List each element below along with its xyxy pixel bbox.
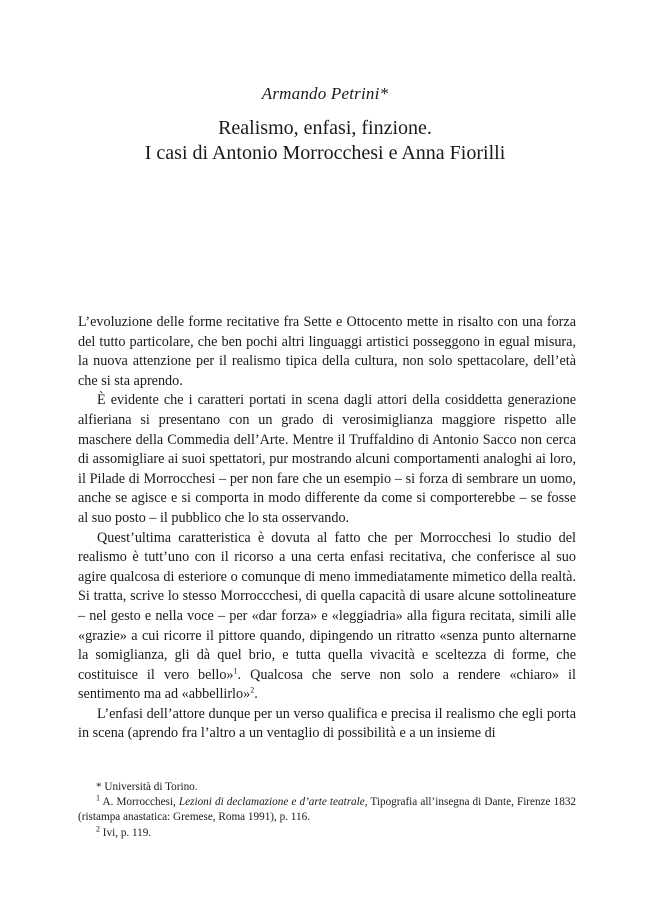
title-line-1: Realismo, enfasi, finzione. <box>218 117 432 139</box>
footnote-1-text-a: A. Morrocchesi, <box>100 796 179 809</box>
paragraph-3-text-c: . <box>254 686 258 703</box>
title-line-2: I casi di Antonio Morrocchesi e Anna Fiorilli <box>144 142 506 164</box>
footnotes <box>78 780 576 841</box>
paragraph-4: L’enfasi dell’attore dunque per un verso qualifica e precisa il realismo che egli porta in scena (aprendo fra l’altro a un ventaglio di possibilità e a un insieme di <box>78 705 576 742</box>
footnote-2-text: Ivi, p. 119. <box>100 826 152 839</box>
paragraph-3-text-b: . Qualcosa che serve non solo a rendere «chiaro» il sentimento ma ad «abbellirlo» <box>78 666 576 703</box>
footnote-1-mark: 1 <box>96 793 100 803</box>
footnote-1-text-b: , Tipografia all’insegna di Dante, Firenze 1832 (ristampa anastatica: Gremese, Roma 1991), p. 116. <box>78 796 577 824</box>
paragraph-3-text-a: Quest’ultima caratteristica è dovuta al fatto che per Morrocchesi lo studio del realismo è tutt’uno con il ricorso a una certa enfasi recitativa, che conferisce al suo agire qualcosa di esteriore o comunque di meno immediatamente mimetico della realtà. Si tratta, scrive lo stesso Morroccchesi, di quella capacità di usare alcune sottolineature – nel gesto e nella voce – per «dar forza» e «leggiadria» alla figura recitata, simili alle «grazie» a cui ricorre il pittore quando, dipingendo un ritratto «senza punto alternarne la somiglianza, gli dà quel brio, e tutta quella vivacità e sceltezza di forme, che costituisce il vero bello» <box>78 529 576 683</box>
paragraph-3 <box>78 529 576 705</box>
paragraph-2: È evidente che i caratteri portati in scena dagli attori della cosiddetta generazione alfieriana si presentano con un grado di verosimiglianza maggiore rispetto alle maschere della Commedia dell’Arte. Mentre il Truffaldino di Antonio Sacco non cerca di assomigliare ai suoi spettatori, pur mostrando alcuni comportamenti analoghi ai loro, il Pilade di Morrocchesi – per non fare che un esempio – si forza di sembrare un uomo, anche se agisce e si comporta in modo differente da come si comporterebbe – se fosse al suo posto – il pubblico che lo sta osservando. <box>78 392 576 526</box>
article-title <box>0 116 650 166</box>
footnote-ref-1: 1 <box>233 665 238 675</box>
footnote-2-mark: 2 <box>96 823 100 833</box>
footnote-1 <box>78 795 576 825</box>
footnote-ref-2: 2 <box>250 685 255 695</box>
footnote-1-book-title: Lezioni di declamazione e d’arte teatrale <box>178 796 365 809</box>
body-text <box>78 313 576 744</box>
footnote-affiliation: * Università di Torino. <box>96 781 198 793</box>
footnote-2 <box>78 823 576 841</box>
author-name: Armando Petrini* <box>261 84 389 103</box>
paragraph-1: L’evoluzione delle forme recitative fra Sette e Ottocento mette in risalto con una forza del tutto particolare, che ben pochi altri linguaggi artistici posseggono in egual misura, la nuova attenzione per il realismo tipica della cultura, non solo spettacolare, dell’età che si sta aprendo. <box>78 314 576 389</box>
